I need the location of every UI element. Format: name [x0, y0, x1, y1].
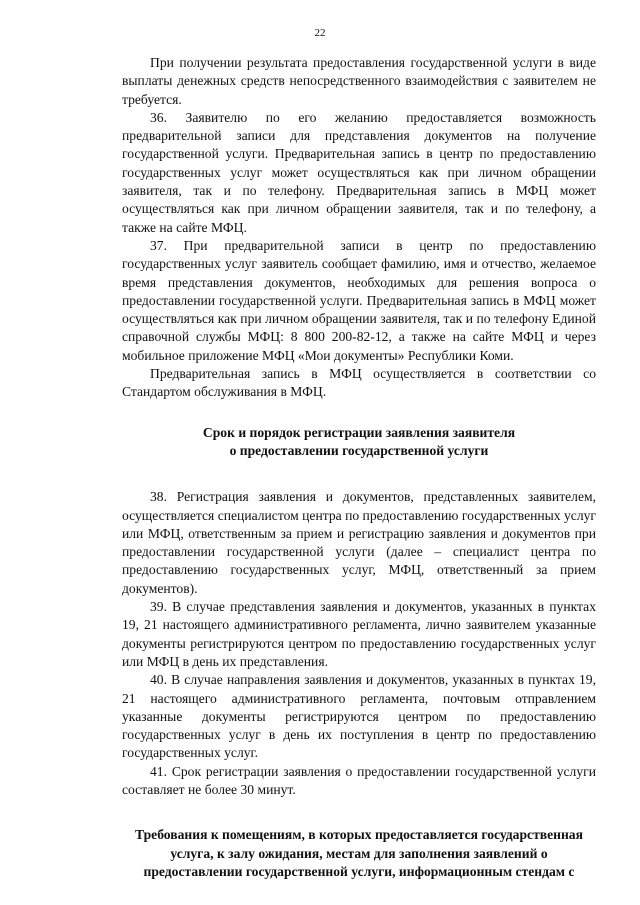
heading-line: о предоставлении государственной услуги — [229, 442, 489, 458]
paragraph-41: 41. Срок регистрации заявления о предоставлении государственной услуги составляет не более 30 минут. — [122, 763, 596, 797]
section-heading-premises — [96, 826, 622, 881]
paragraph-preregistration-standard: Предварительная запись в МФЦ осуществляется в соответствии со Стандартом обслуживания в МФЦ. — [122, 366, 596, 400]
paragraph-38: 38. Регистрация заявления и документов, представленных заявителем, осуществляется специалистом центра по предоставлению государственных услуг или МФЦ, ответственным за прием и регистрацию заявления и документов при предоставлении государственной услуги (далее – специалист центра по предоставлению государственных услуг, МФЦ, ответственный за прием документов). — [122, 489, 596, 596]
heading-line: услуга, к залу ожидания, местам для заполнения заявлений о — [170, 845, 548, 861]
heading-line: предоставлении государственной услуги, информационным стендам с — [143, 863, 575, 879]
page-number: 22 — [314, 27, 326, 39]
paragraph-36: 36. Заявителю по его желанию предоставляется возможность предварительной записи для представления документов на получение государственной услуги. Предварительная запись в центр по предоставлению государственных услуг может осуществляться как при личном обращении заявителя, так и по телефону. Предварительная запись в МФЦ может осуществляться как при личном обращении заявителя, так и по телефону, а также на сайте МФЦ. — [122, 109, 596, 235]
paragraph-37: 37. При предварительной записи в центр по предоставлению государственных услуг заявитель сообщает фамилию, имя и отчество, желаемое время представления документов, необходимых для решения вопроса о предоставлении государственной услуги. Предварительная запись в МФЦ может осуществляться как при личном обращении заявителя, так и по телефону Единой справочной службы МФЦ: 8 800 200-82-12, а также на сайте МФЦ и через мобильное приложение МФЦ «Мои документы» Республики Коми. — [122, 237, 596, 363]
document-body — [122, 54, 596, 881]
paragraph-result-payment: При получении результата предоставления государственной услуги в виде выплаты денежных средств непосредственного взаимодействия с заявителем не требуется. — [122, 55, 596, 107]
section-heading-registration — [122, 424, 596, 461]
paragraph-39: 39. В случае представления заявления и документов, указанных в пунктах 19, 21 настоящего административного регламента, лично заявителем указанные документы регистрируются центром по предоставлению государственных услуг или МФЦ в день их представления. — [122, 599, 596, 669]
heading-line: Требования к помещениям, в которых предоставляется государственная — [135, 827, 583, 843]
paragraph-40: 40. В случае направления заявления и документов, указанных в пунктах 19, 21 настоящего административного регламента, почтовым отправлением указанные документы регистрируются центром по предоставлению государственных услуг в день их поступления в центр по предоставлению государственных услуг. — [122, 672, 596, 761]
heading-line: Срок и порядок регистрации заявления заявителя — [202, 424, 516, 440]
